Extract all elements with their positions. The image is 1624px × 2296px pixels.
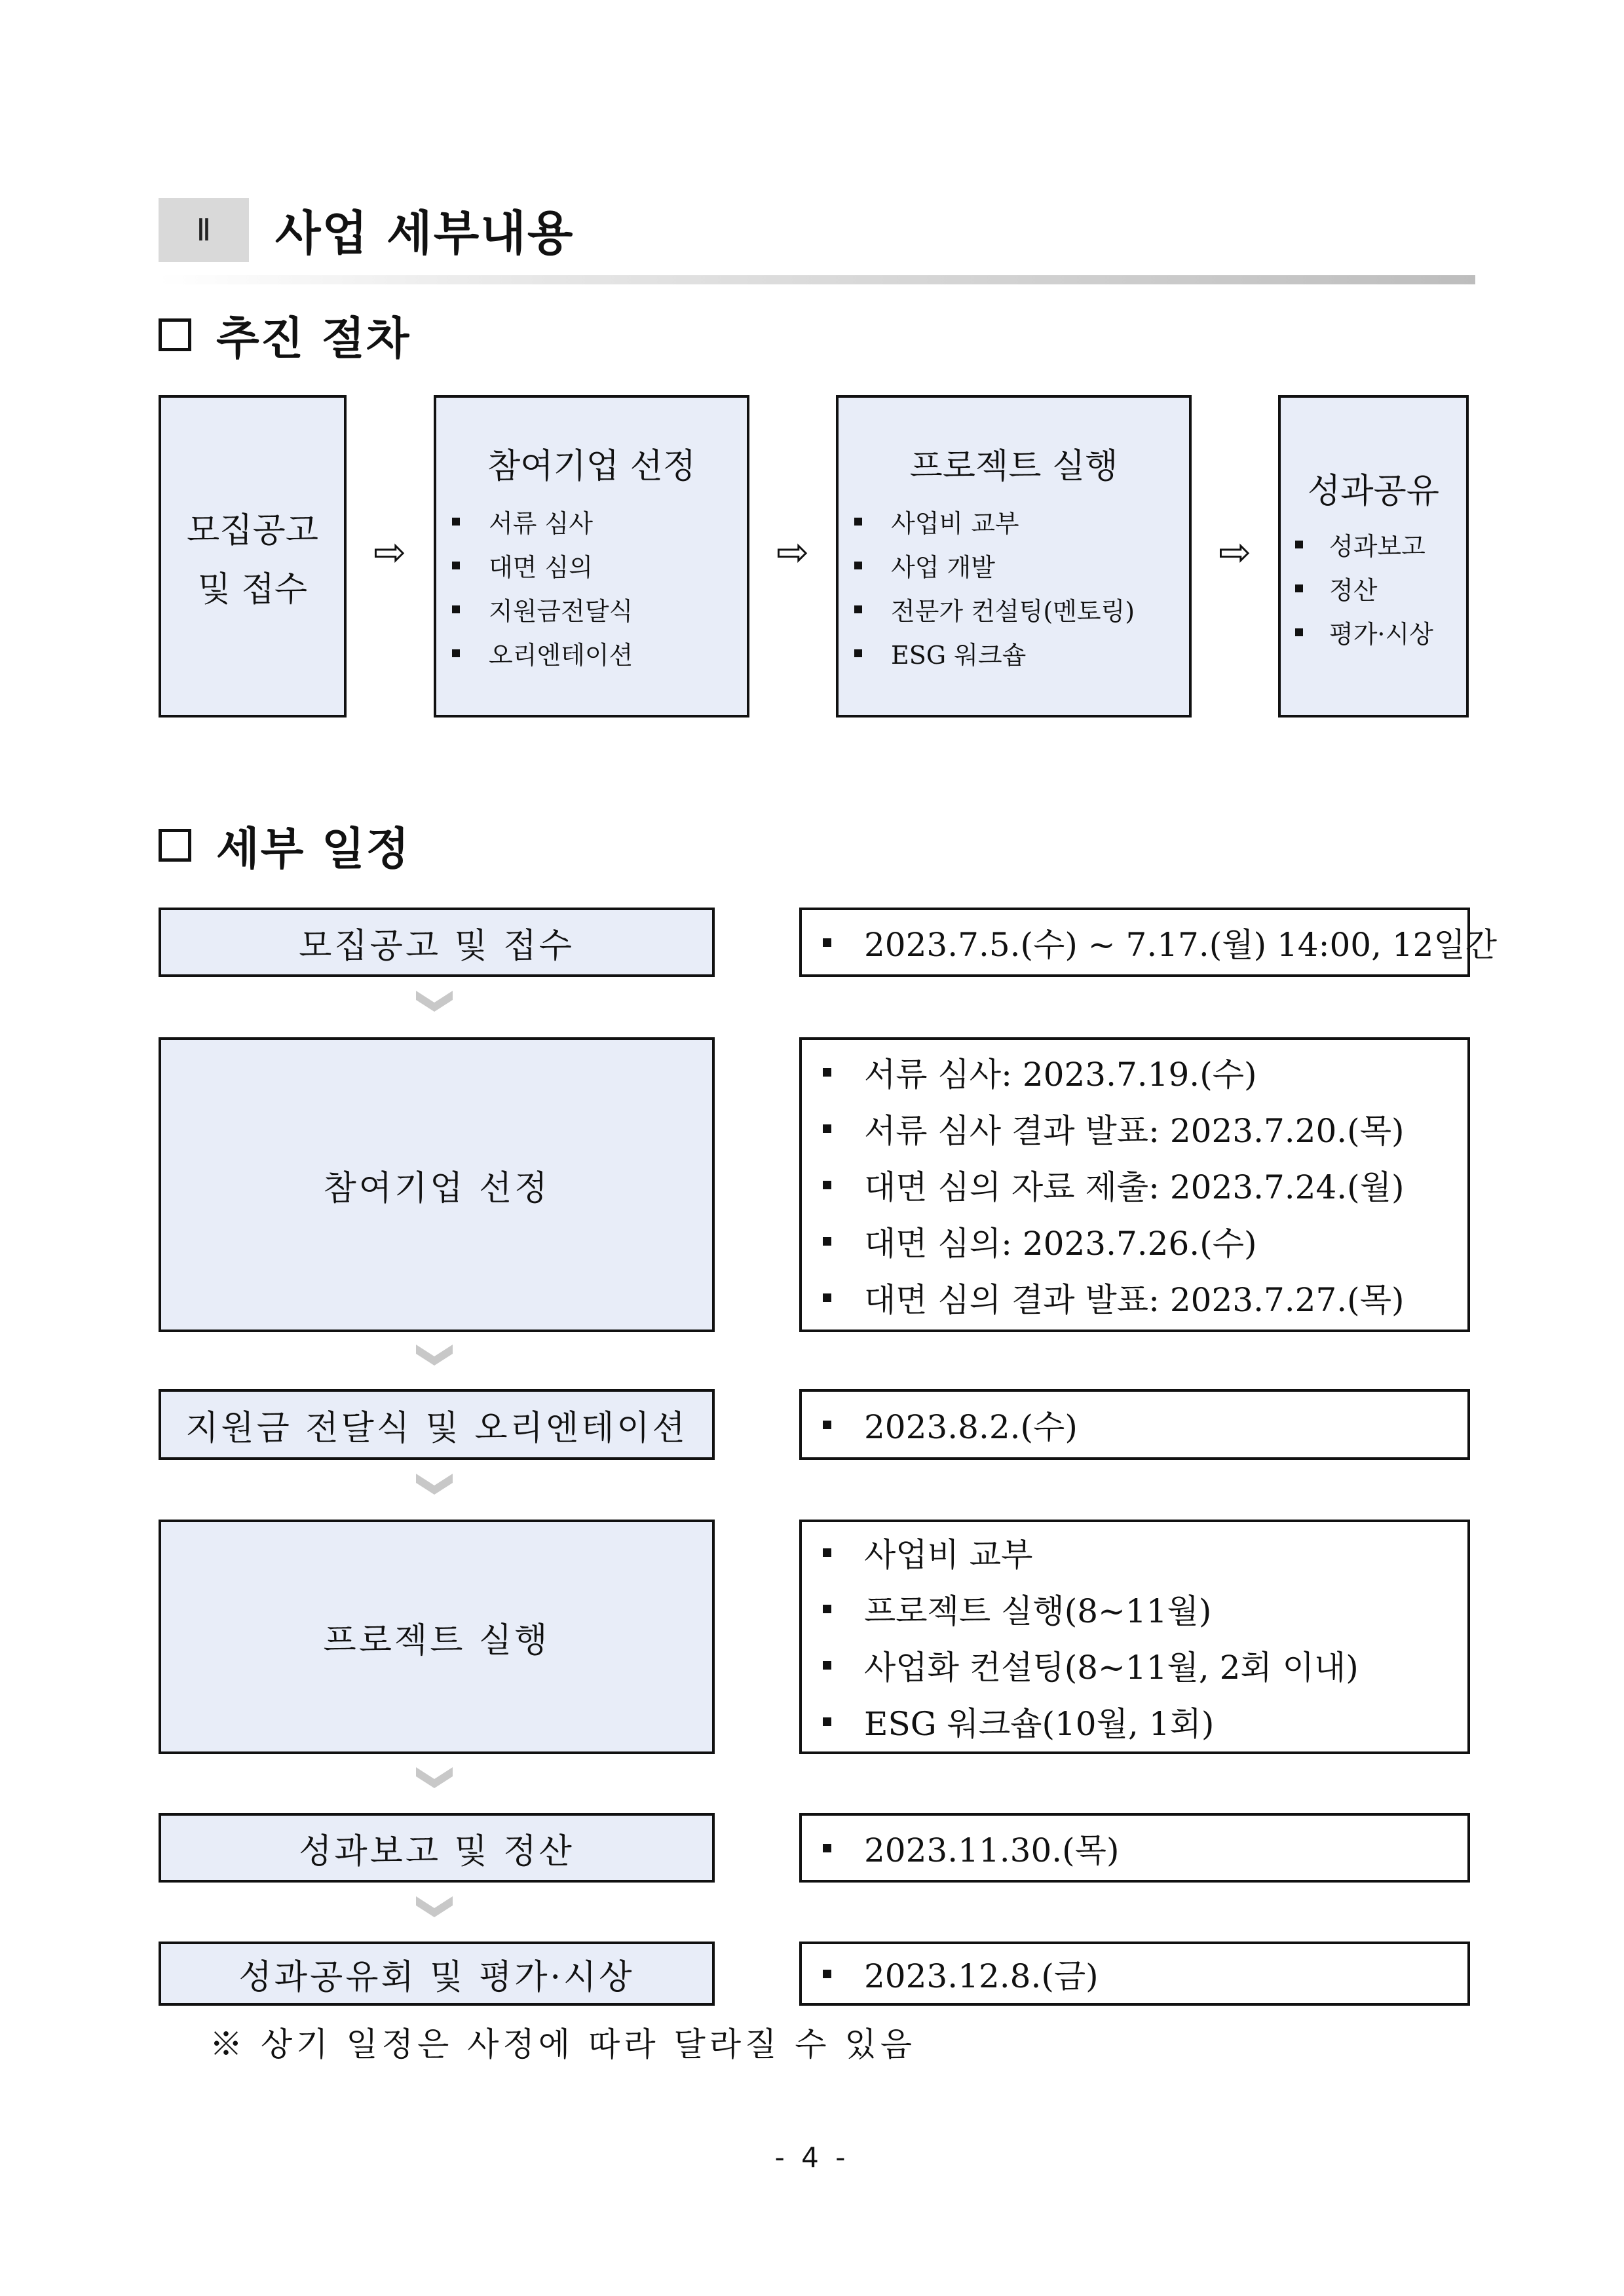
chevron-down-icon xyxy=(415,1342,454,1368)
list-item: 사업 개발 xyxy=(854,543,1135,587)
process-step-execution xyxy=(836,395,1192,718)
bullet-square-icon xyxy=(823,1237,831,1246)
list-item: 지원금전달식 xyxy=(452,587,633,631)
process-step-title: 참여기업 선정 xyxy=(487,447,696,486)
schedule-stage: 모집공고 및 접수 xyxy=(159,908,715,977)
list-item: 성과보고 xyxy=(1295,522,1433,566)
list-item: 대면 심의 xyxy=(452,543,633,587)
list-item: 사업비 교부 xyxy=(854,499,1135,543)
bullet-square-icon xyxy=(823,1068,831,1077)
section-heading-procedure xyxy=(159,303,410,366)
schedule-detail-item: 대면 심의: 2023.7.26.(수) xyxy=(823,1213,1467,1269)
checkbox-square-icon xyxy=(159,318,191,351)
schedule-details xyxy=(799,1942,1470,2006)
process-step-title xyxy=(161,501,344,619)
schedule-detail-item: ESG 워크숍(10월, 1회) xyxy=(823,1693,1467,1750)
right-arrow-icon: ⇨ xyxy=(1218,529,1252,575)
schedule-detail-item: 사업화 컨설팅(8~11월, 2회 이내) xyxy=(823,1637,1467,1693)
schedule-stage: 지원금 전달식 및 오리엔테이션 xyxy=(159,1389,715,1460)
bullet-square-icon xyxy=(452,649,460,657)
process-step-recruit xyxy=(159,395,347,718)
process-step-title: 프로젝트 실행 xyxy=(909,447,1118,486)
schedule-details xyxy=(799,1520,1470,1754)
bullet-square-icon xyxy=(854,605,862,613)
schedule-details xyxy=(799,1037,1470,1332)
bullet-square-icon xyxy=(854,518,862,526)
schedule-detail-item: 2023.8.2.(수) xyxy=(823,1396,1467,1453)
section-heading-schedule xyxy=(159,814,410,877)
schedule-details xyxy=(799,908,1498,977)
list-item: 정산 xyxy=(1295,566,1433,610)
chevron-down-icon xyxy=(415,988,454,1014)
bullet-square-icon xyxy=(1295,628,1303,636)
list-item: ESG 워크숍 xyxy=(854,631,1135,675)
bullet-square-icon xyxy=(452,518,460,526)
process-step-list xyxy=(452,499,633,675)
schedule-detail-item: 대면 심의 결과 발표: 2023.7.27.(목) xyxy=(823,1269,1467,1326)
schedule-detail-item: 2023.12.8.(금) xyxy=(823,1945,1467,2002)
bullet-square-icon xyxy=(1295,541,1303,548)
schedule-details xyxy=(799,1813,1470,1883)
bullet-square-icon xyxy=(823,938,831,947)
process-step-sharing xyxy=(1278,395,1469,718)
process-step-title: 성과공유 xyxy=(1308,472,1439,511)
schedule-detail-item: 2023.11.30.(목) xyxy=(823,1820,1467,1876)
list-item: 서류 심사 xyxy=(452,499,633,543)
section-title: 추진 절차 xyxy=(216,313,411,365)
process-step-title-line: 모집공고 xyxy=(187,511,318,550)
bullet-square-icon xyxy=(823,1124,831,1133)
schedule-detail-item: 사업비 교부 xyxy=(823,1524,1467,1580)
list-item: 평가·시상 xyxy=(1295,610,1433,654)
bullet-square-icon xyxy=(823,1421,831,1429)
bullet-square-icon xyxy=(823,1548,831,1557)
process-step-selection xyxy=(434,395,749,718)
bullet-square-icon xyxy=(823,1844,831,1852)
process-step-title-line: 및 접수 xyxy=(197,570,308,609)
schedule-stage: 성과공유회 및 평가·시상 xyxy=(159,1942,715,2006)
schedule-detail-item: 2023.7.5.(수) ~ 7.17.(월) 14:00, 12일간 xyxy=(823,914,1467,970)
bullet-square-icon xyxy=(823,1661,831,1670)
right-arrow-icon: ⇨ xyxy=(776,529,810,575)
chapter-underline xyxy=(159,275,1475,284)
bullet-square-icon xyxy=(854,562,862,569)
process-step-list xyxy=(1295,522,1433,654)
schedule-stage: 프로젝트 실행 xyxy=(159,1520,715,1754)
schedule-stage: 성과보고 및 정산 xyxy=(159,1813,715,1883)
bullet-square-icon xyxy=(452,562,460,569)
bullet-square-icon xyxy=(823,1293,831,1302)
bullet-square-icon xyxy=(823,1970,831,1978)
schedule-detail-item: 프로젝트 실행(8~11월) xyxy=(823,1580,1467,1637)
bullet-square-icon xyxy=(854,649,862,657)
bullet-square-icon xyxy=(823,1605,831,1613)
right-arrow-icon: ⇨ xyxy=(373,529,407,575)
bullet-square-icon xyxy=(823,1717,831,1726)
chapter-number-box: Ⅱ xyxy=(159,198,249,262)
schedule-detail-item: 서류 심사 결과 발표: 2023.7.20.(목) xyxy=(823,1100,1467,1157)
chevron-down-icon xyxy=(415,1471,454,1497)
chevron-down-icon xyxy=(415,1894,454,1920)
section-title: 세부 일정 xyxy=(216,823,411,875)
schedule-detail-item: 서류 심사: 2023.7.19.(수) xyxy=(823,1044,1467,1100)
schedule-details xyxy=(799,1389,1470,1460)
process-step-list xyxy=(854,499,1135,675)
chapter-title: 사업 세부내용 xyxy=(275,206,575,261)
bullet-square-icon xyxy=(452,605,460,613)
bullet-square-icon xyxy=(1295,584,1303,592)
schedule-detail-item: 대면 심의 자료 제출: 2023.7.24.(월) xyxy=(823,1157,1467,1213)
page-number: - 4 - xyxy=(774,2141,850,2173)
list-item: 오리엔테이션 xyxy=(452,631,633,675)
list-item: 전문가 컨설팅(멘토링) xyxy=(854,587,1135,631)
bullet-square-icon xyxy=(823,1181,831,1189)
checkbox-square-icon xyxy=(159,829,191,862)
schedule-stage: 참여기업 선정 xyxy=(159,1037,715,1332)
schedule-note: ※ 상기 일정은 사정에 따라 달라질 수 있음 xyxy=(210,2025,916,2063)
chevron-down-icon xyxy=(415,1765,454,1791)
